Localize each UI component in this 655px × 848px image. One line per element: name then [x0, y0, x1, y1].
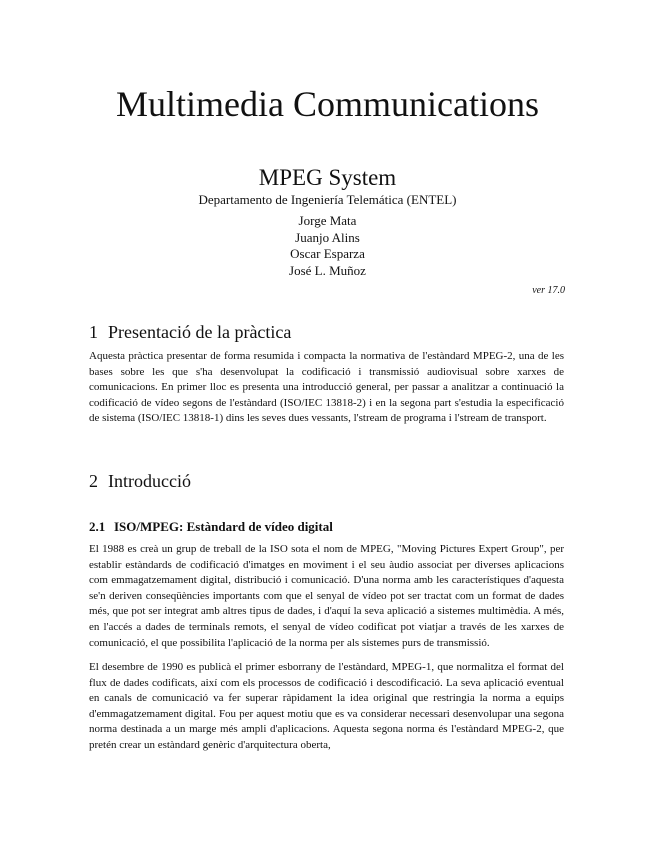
author-name: José L. Muñoz	[289, 262, 366, 278]
version-label: ver 17.0	[532, 285, 565, 296]
author-name: Oscar Esparza	[290, 246, 365, 261]
section-number: 2	[89, 471, 98, 491]
section-number: 1	[89, 322, 98, 342]
section-heading-presentacio	[89, 321, 291, 343]
subsection-heading-iso-mpeg	[89, 519, 333, 535]
section-heading-introduccio	[89, 470, 191, 492]
section-title: Introducció	[108, 471, 191, 491]
document-subtitle: MPEG System	[258, 165, 397, 190]
document-title: Multimedia Communications	[116, 84, 539, 124]
section-title: Presentació de la pràctica	[108, 322, 292, 342]
paragraph: El 1988 es creà un grup de treball de la ISO sota el nom de MPEG, "Moving Pictures Expert Group", per establir estàndards de codificació d'imatges en moviment i el seu àudio associat per diverses aplicacions com emmagatzemament digital, distribució i comunicació. D'una norma amb les característiques d'aquesta se'n deriven conseqüències importants com que el senyal de vídeo pot ser tractat com un format de dades més, que pot ser integrat amb altres tipus de dades, i d'aquí la seva aplicació a sistemes multimèdia. A més, en l'accés a dades de terminals remots, el senyal de vídeo codificat pot viatjar a través de les xarxes de comunicació, el que possibilita l'aplicació de la norma per als sistemes purs de transmissió.	[89, 543, 564, 649]
author-name: Juanjo Alins	[295, 229, 360, 245]
author-list	[0, 213, 655, 279]
department-affiliation: Departamento de Ingeniería Telemática (ENTEL)	[198, 192, 457, 207]
author-name: Jorge Mata	[298, 213, 357, 228]
paragraph: Aquesta pràctica presentar de forma resumida i compacta la normativa de l'estàndard MPEG-2, una de les bases sobre les que s'ha desenvolupat la codificació i transmissió audiovisual sobre xarxes de comunicacions. En primer lloc es presenta una introducció general, per passar a analitzar a continuació la codificació de vídeo segons de l'estàndard (ISO/IEC 13818-2) i en la segona part s'estudia la especificació de sistema (ISO/IEC 13818-1) dins les seves dues vessants, l'stream de programa i l'stream de transport.	[89, 350, 564, 425]
subsection-number: 2.1	[89, 519, 106, 534]
paragraph: El desembre de 1990 es publicà el primer esborrany de l'estàndard, MPEG-1, que normalitza el format del flux de dades codificats, així com els processos de codificació i descodificació. La seva aplicació eventual en canals de comunicació va fer superar ràpidament la idea original que restringia la norma a equips d'emmagatzemament digital. Fou per aquest motiu que es va considerar necessari desenvolupar una segona norma destinada a un marge més ampli d'aplicacions. Aquesta segona norma és l'estàndard MPEG-2, que pretén crear un estàndard genèric d'arquitectura oberta,	[89, 661, 564, 751]
subsection-title: ISO/MPEG: Estàndard de vídeo digital	[114, 519, 333, 534]
